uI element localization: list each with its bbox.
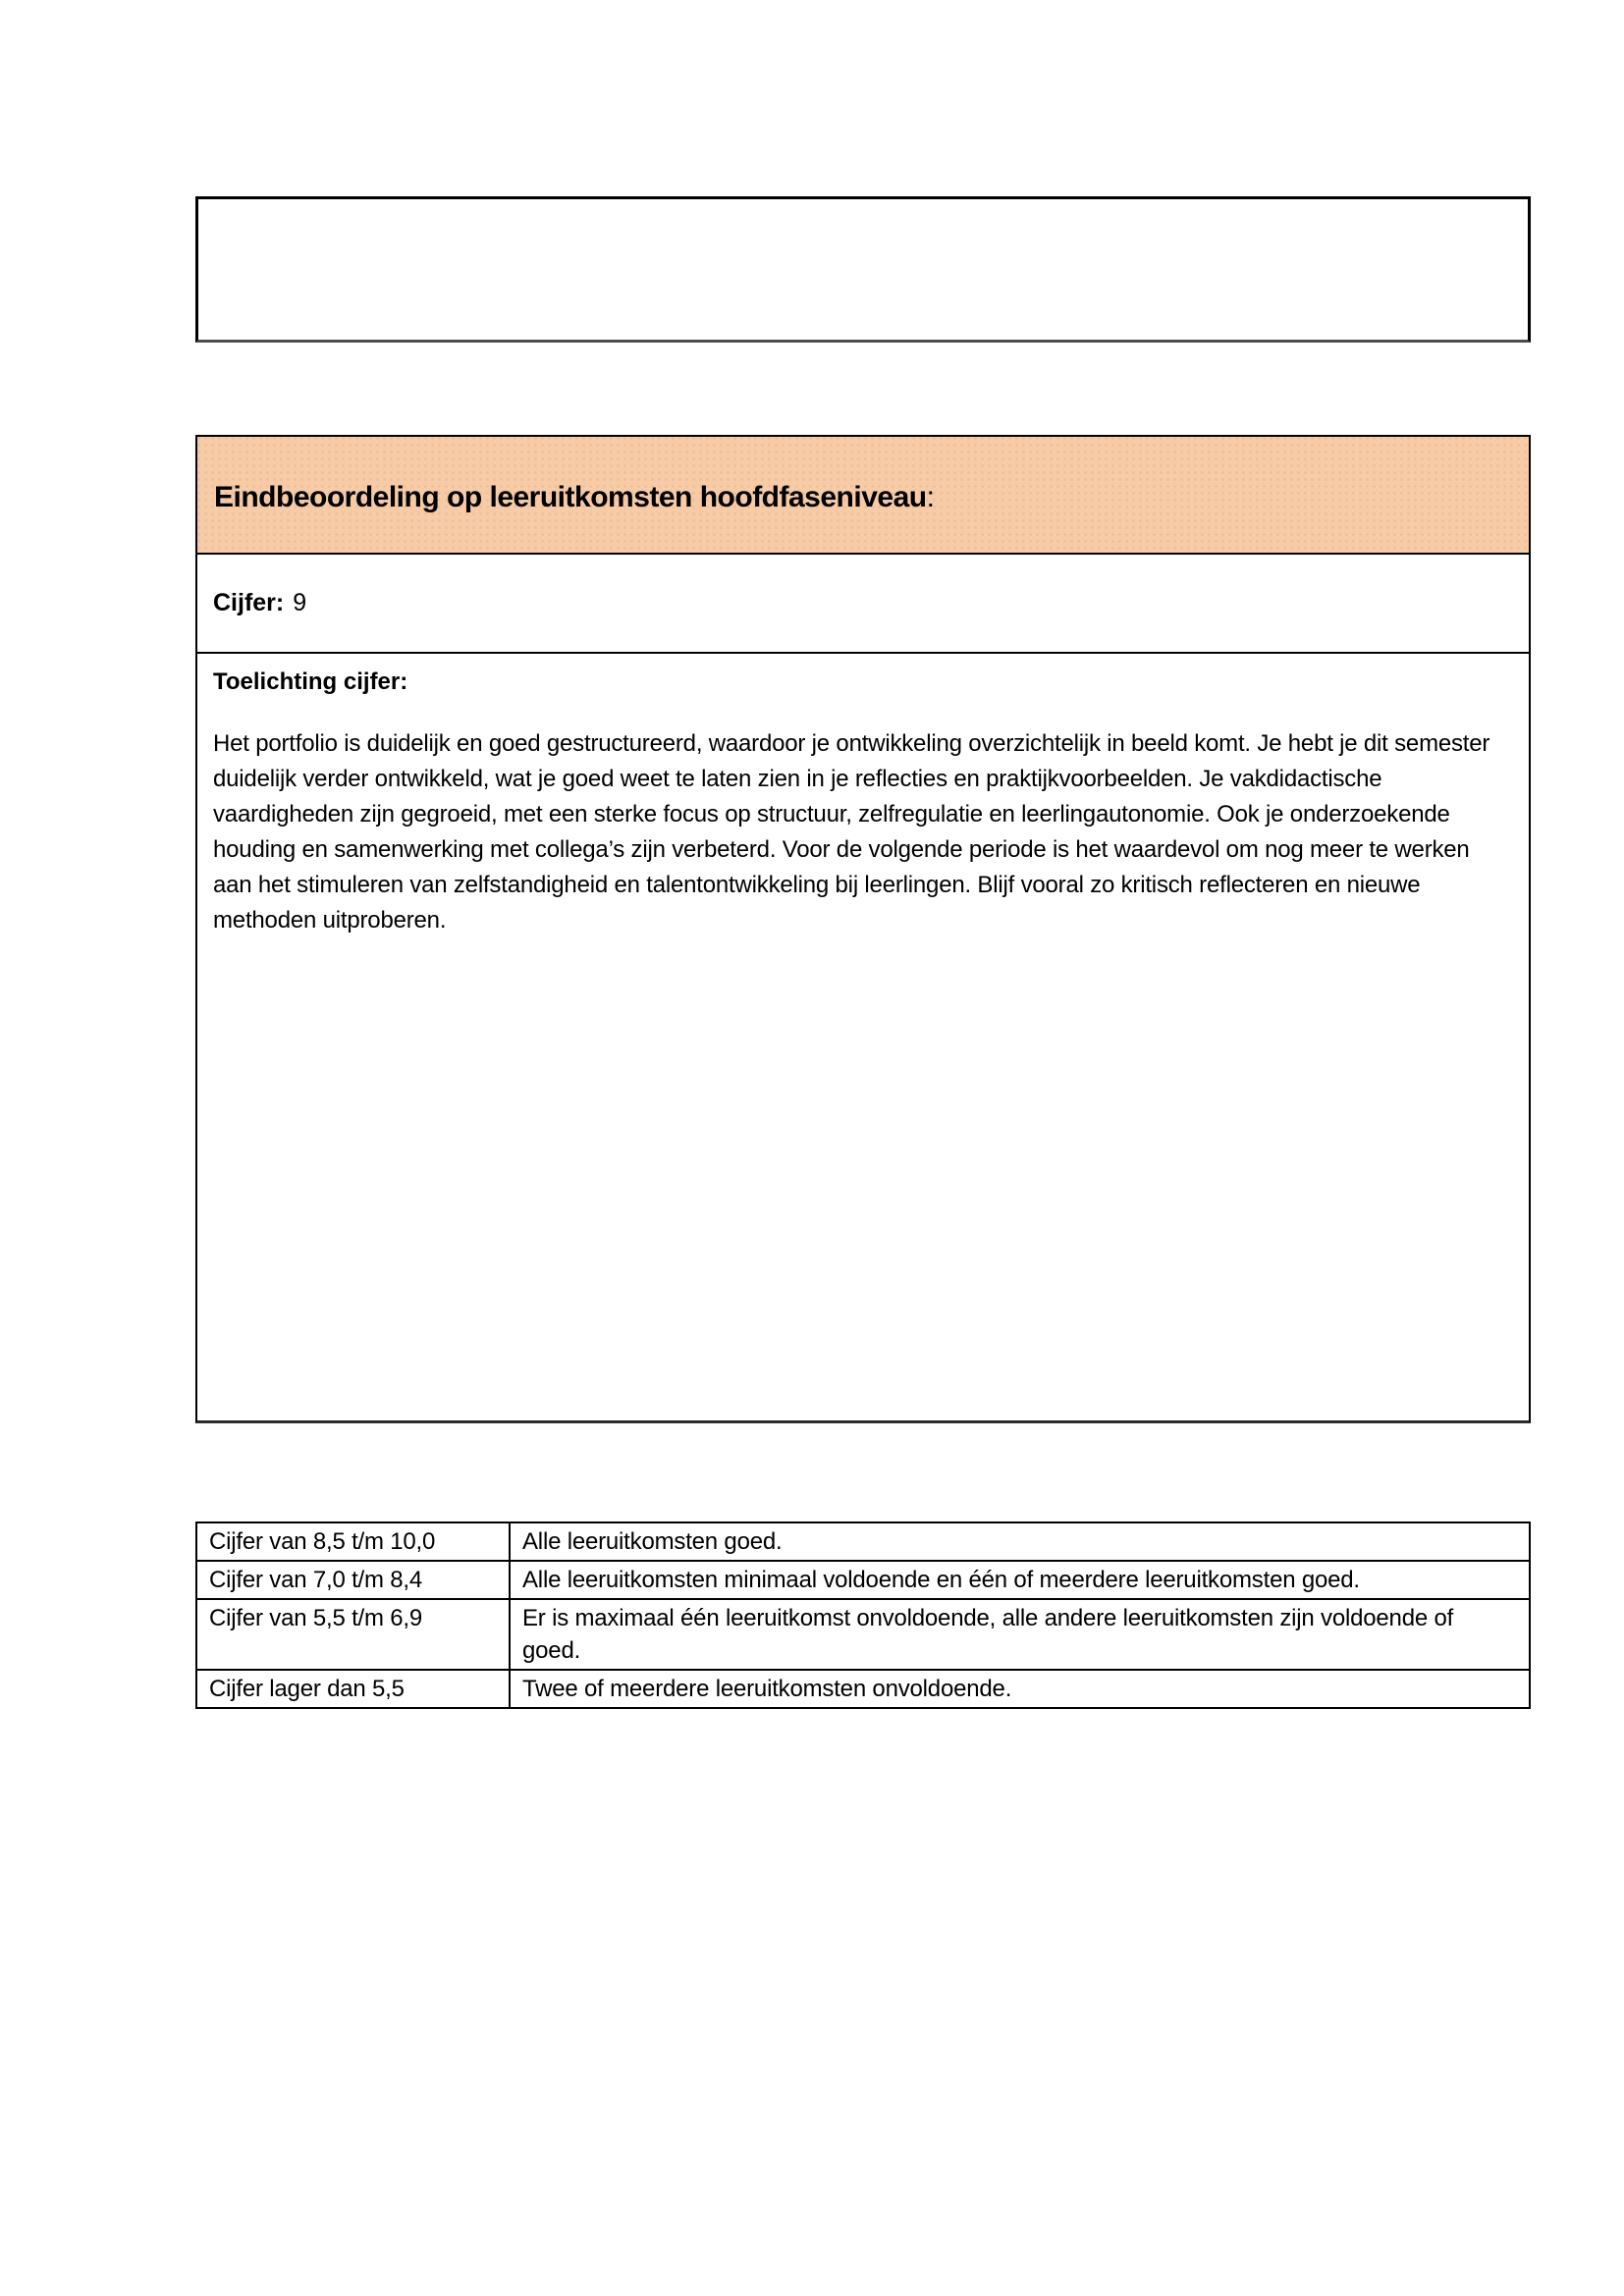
explanation-label: Toelichting cijfer: [213,668,408,695]
grade-description-cell: Er is maximaal één leeruitkomst onvoldoende, alle andere leeruitkomsten zijn voldoende of goed. [510,1599,1530,1670]
table-row [196,1599,1530,1670]
grade-row [195,555,1531,654]
assessment-title-colon: : [926,481,935,513]
grade-value: 9 [293,589,307,616]
grade-scale-table [195,1522,1531,1709]
grade-range-cell: Cijfer van 8,5 t/m 10,0 [196,1522,510,1561]
table-row [196,1561,1530,1599]
grade-description-cell: Twee of meerdere leeruitkomsten onvoldoende. [510,1670,1530,1708]
assessment-header [195,435,1531,555]
grade-description-cell: Alle leeruitkomsten goed. [510,1522,1530,1561]
assessment-title-text: Eindbeoordeling op leeruitkomsten hoofdfaseniveau [214,481,927,513]
table-row [196,1522,1530,1561]
grade-range-cell: Cijfer van 5,5 t/m 6,9 [196,1599,510,1670]
table-row [196,1670,1530,1708]
grade-label: Cijfer: [213,589,285,616]
grade-description-cell: Alle leeruitkomsten minimaal voldoende en één of meerdere leeruitkomsten goed. [510,1561,1530,1599]
grade-range-cell: Cijfer lager dan 5,5 [196,1670,510,1708]
top-empty-box [195,196,1531,343]
explanation-box [195,654,1531,1423]
explanation-text: Het portfolio is duidelijk en goed gestructureerd, waardoor je ontwikkeling overzichtelijk in beeld komt. Je hebt je dit semester duidelijk verder ontwikkeld, wat je goed weet te laten zien in je reflecties en praktijkvoorbeelden. Je vakdidactische vaardigheden zijn gegroeid, met een sterke focus op structuur, zelfregulatie en leerlingautonomie. Ook je onderzoekende houding en samenwerking met collega’s zijn verbeterd. Voor de volgende periode is het waardevol om nog meer te werken aan het stimuleren van zelfstandigheid en talentontwikkeling bij leerlingen. Blijf vooral zo kritisch reflecteren en nieuwe methoden uitproberen. [213,730,1490,934]
grade-range-cell: Cijfer van 7,0 t/m 8,4 [196,1561,510,1599]
assessment-section [195,435,1531,1423]
assessment-title [214,481,934,514]
